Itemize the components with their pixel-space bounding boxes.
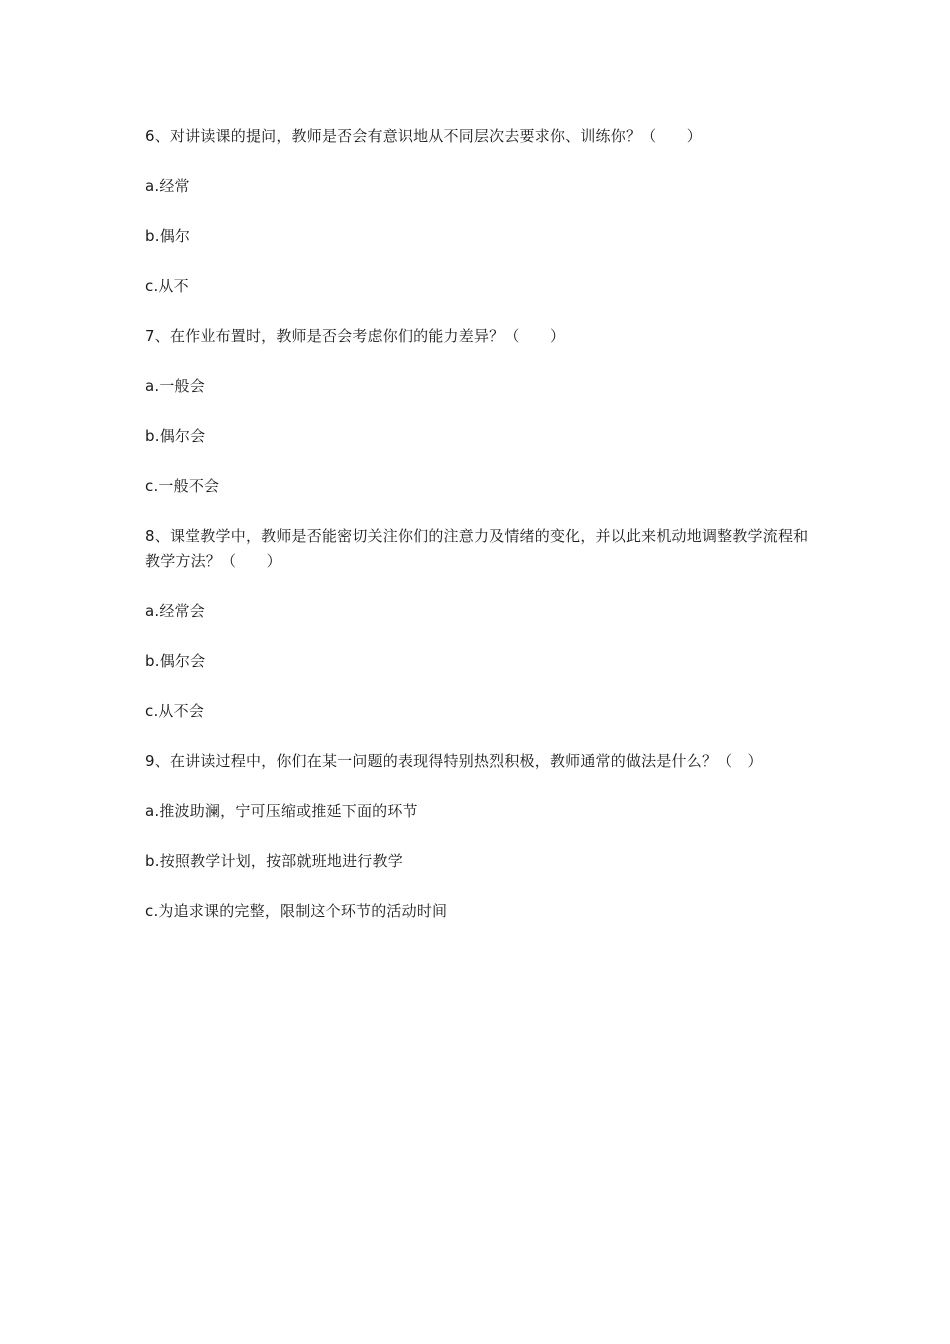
question-6-option-a: a.经常: [145, 177, 190, 195]
question-6-text: 6、对讲读课的提问，教师是否会有意识地从不同层次去要求你、训练你？（ ）: [145, 127, 702, 145]
question-9-block: [145, 749, 810, 924]
question-8-option-a: a.经常会: [145, 602, 205, 620]
question-7-option-c: c.一般不会: [145, 477, 220, 495]
question-8-option-b: b.偶尔会: [145, 652, 206, 670]
questionnaire-body: [145, 124, 810, 949]
question-7-text: 7、在作业布置时，教师是否会考虑你们的能力差异？（ ）: [145, 327, 566, 345]
question-9-option-c: c.为追求课的完整，限制这个环节的活动时间: [145, 902, 448, 920]
question-7-block: [145, 324, 810, 499]
question-9-text: 9、在讲读过程中，你们在某一问题的表现得特别热烈积极，教师通常的做法是什么？（ ）: [145, 752, 763, 770]
question-8-text: 8、课堂教学中，教师是否能密切关注你们的注意力及情绪的变化，并以此来机动地调整教学流程和教学方法？（ ）: [145, 527, 809, 570]
question-8-block: [145, 524, 810, 724]
question-6-option-c: c.从不: [145, 277, 189, 295]
question-9-option-a: a.推波助澜，宁可压缩或推延下面的环节: [145, 802, 418, 820]
question-9-option-b: b.按照教学计划，按部就班地进行教学: [145, 852, 403, 870]
question-7-option-a: a.一般会: [145, 377, 205, 395]
question-6-option-b: b.偶尔: [145, 227, 191, 245]
question-6-block: [145, 124, 810, 299]
question-7-option-b: b.偶尔会: [145, 427, 206, 445]
question-8-option-c: c.从不会: [145, 702, 205, 720]
